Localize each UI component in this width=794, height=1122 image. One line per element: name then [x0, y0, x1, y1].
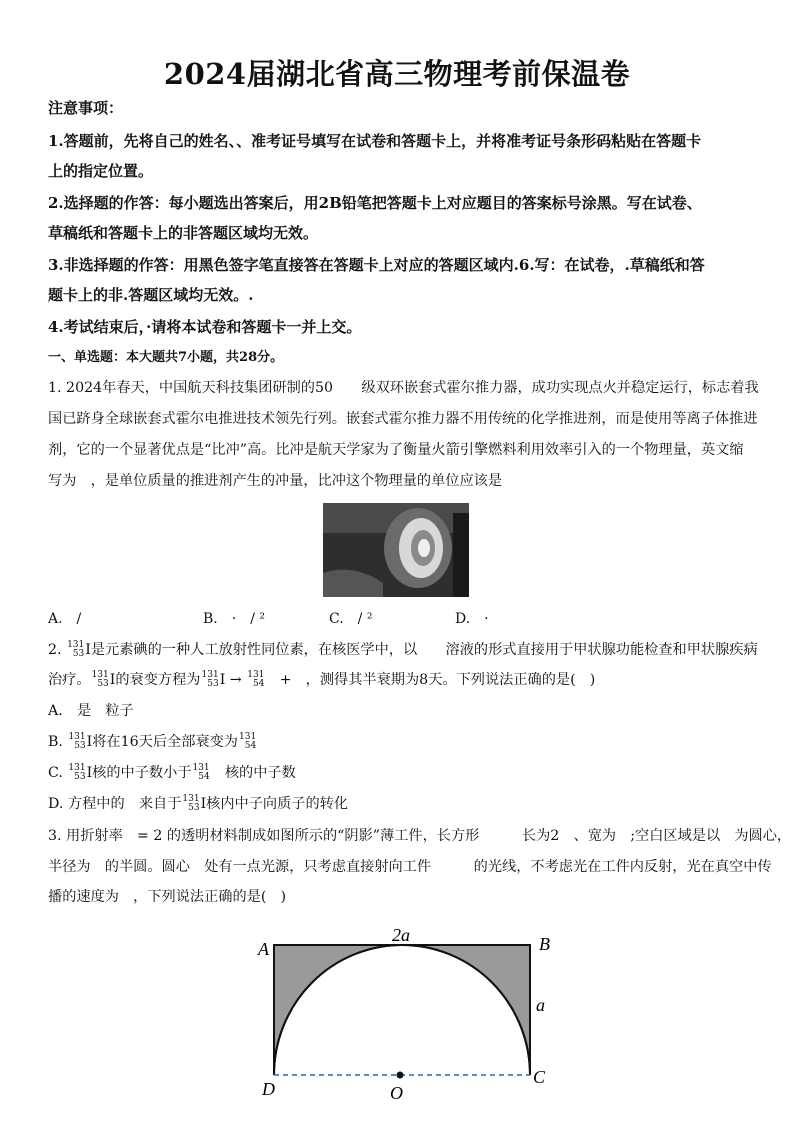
notice-item-2: 2.选择题的作答：每小题选出答案后，用2B铅笔把答题卡上对应题目的答案标号涂黑。写在试卷、 — [48, 194, 702, 212]
xenon-isotope: 131 54 — [239, 732, 257, 751]
notice-item-4: 4.考试结束后，·请将本试卷和答题卡一并上交。 — [48, 318, 362, 336]
page-title: 2024届湖北省高三物理考前保温卷 — [163, 57, 631, 91]
thruster-photo — [323, 503, 469, 597]
q2-line-2 — [48, 670, 754, 690]
label-a: A — [258, 939, 269, 959]
light-source-point — [397, 1072, 404, 1079]
notice-item-3: 3.非选择题的作答：用黑色签字笔直接答在答题卡上对应的答题区域内.6.写：在试卷，.草稿纸和答 — [48, 256, 705, 274]
notice-item-2-cont: 草稿纸和答题卡上的非答题区域均无效。 — [48, 224, 319, 242]
q1-line-4: 写为 ，是单位质量的推进剂产生的冲量，比冲这个物理量的单位应该是 — [48, 473, 503, 489]
xenon-isotope: 131 54 — [192, 763, 210, 782]
q2-option-c-tail: 核的中子数 — [210, 765, 296, 781]
q2-option-a: A. 是 粒子 — [48, 703, 134, 719]
label-b: B — [539, 934, 550, 954]
iodine-isotope: 131 53 — [91, 670, 109, 689]
notice-item-1-cont: 上的指定位置。 — [48, 162, 154, 180]
q2-option-d-text: D. 方程中的 来自于 — [48, 796, 182, 812]
q1-line-2: 国已跻身全球嵌套式霍尔电推进技术领先行列。嵌套式霍尔推力器不用传统的化学推进剂，而是使用等离子体推进 — [48, 411, 758, 427]
q2-option-b-text: I将在16天后全部衰变为 — [86, 734, 238, 750]
q2-line-2-b: I的衰变方程为 — [109, 672, 201, 688]
label-d: D — [262, 1079, 275, 1099]
optics-figure — [240, 915, 570, 1110]
notice-item-3-cont: 题卡上的非.答题区域均无效。. — [48, 286, 254, 304]
q2-line-2-c: I → — [219, 672, 242, 688]
q2-option-d-tail: I核内中子向质子的转化 — [200, 796, 349, 812]
q3-line-1: 3. 用折射率 = 2 的透明材料制成如图所示的“阴影”薄工件，长方形 长为2 、宽为 ;空白区域是以 为圆心， — [48, 828, 792, 844]
q2-line-1 — [48, 640, 758, 660]
xenon-isotope: 131 54 — [247, 670, 265, 689]
iodine-isotope: 131 53 — [201, 670, 219, 689]
q2-option-c — [48, 763, 754, 783]
q1-line-1: 1. 2024年春天，中国航天科技集团研制的50 级双环嵌套式霍尔推力器，成功实现点火并稳定运行，标志着我 — [48, 380, 759, 396]
iodine-isotope: 131 53 — [67, 640, 85, 659]
q2-line-1-text: I是元素碘的一种人工放射性同位素，在核医学中，以 溶液的形式直接用于甲状腺功能检查和甲状腺疾病 — [85, 642, 758, 658]
q2-option-c-text: I核的中子数小于 — [86, 765, 192, 781]
q2-number: 2. — [48, 642, 62, 658]
iodine-isotope: 131 53 — [68, 732, 86, 751]
q1-option-a: A. / — [48, 611, 82, 627]
iodine-isotope: 131 53 — [68, 763, 86, 782]
q3-line-2: 半径为 的半圆。圆心 处有一点光源，只考虑直接射向工件 的光线，不考虑光在工件内反射，光在真空中传 — [48, 859, 772, 875]
label-width: a — [536, 995, 545, 1015]
q2-option-c-label: C. — [48, 765, 63, 781]
shaded-workpiece — [274, 945, 530, 1075]
label-o: O — [390, 1083, 403, 1103]
q2-option-b-label: B. — [48, 734, 63, 750]
section-heading: 一、单选题：本大题共7小题，共28分。 — [48, 350, 284, 365]
q2-line-2-d: + ，测得其半衰期为8天。下列说法正确的是( ) — [265, 672, 596, 688]
q2-line-2-a: 治疗。 — [48, 672, 91, 688]
label-c: C — [533, 1067, 546, 1087]
label-length: 2a — [392, 925, 410, 945]
q1-option-d: D. · — [455, 611, 489, 627]
q1-line-3: 剂，它的一个显著优点是“比冲”高。比冲是航天学家为了衡量火箭引擎燃料利用效率引入的一个物理量，英文缩 — [48, 442, 744, 458]
notice-item-1: 1.答题前，先将自己的姓名、、准考证号填写在试卷和答题卡上，并将准考证号条形码粘贴在答题卡 — [48, 132, 702, 150]
q3-line-3: 播的速度为 ，下列说法正确的是( ) — [48, 889, 287, 905]
q2-option-b — [48, 732, 754, 752]
q1-option-c: C. / ² — [329, 611, 373, 627]
iodine-isotope: 131 53 — [182, 794, 200, 813]
q1-option-b: B. · / ² — [203, 611, 265, 627]
notice-heading: 注意事项： — [48, 99, 124, 117]
q2-option-d — [48, 794, 754, 814]
